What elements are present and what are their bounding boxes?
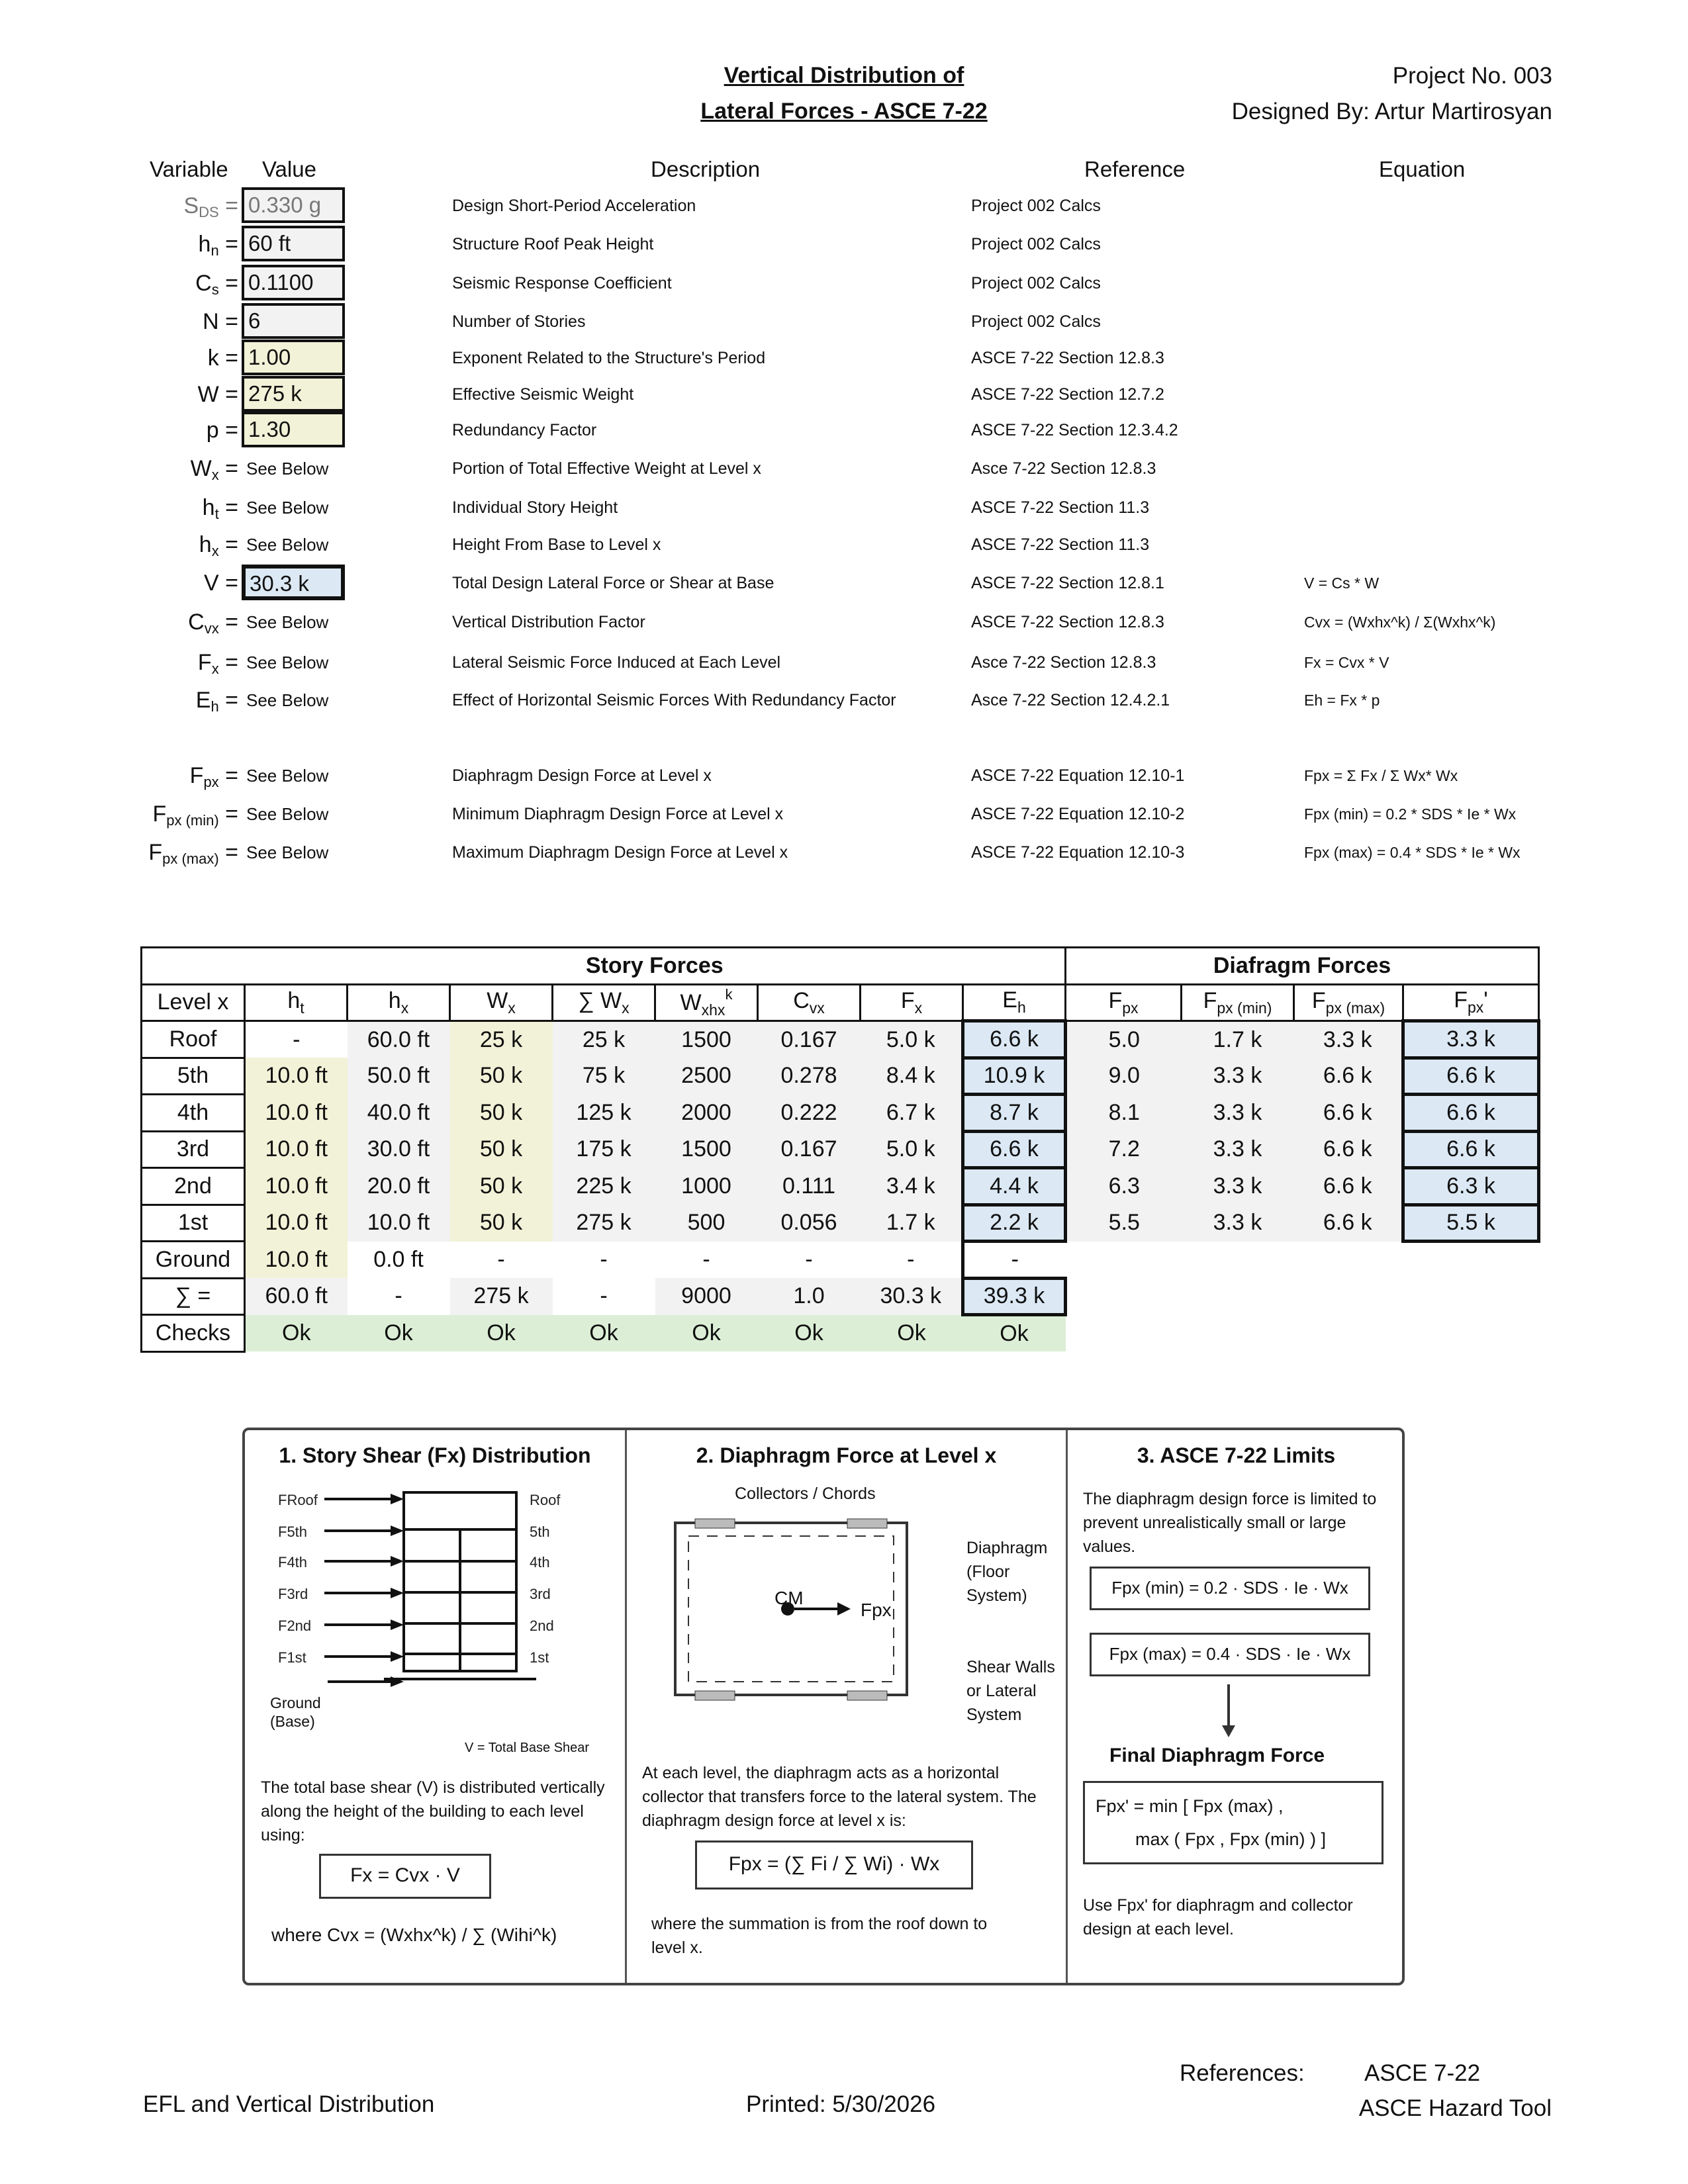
value-see-below: See Below <box>246 498 329 518</box>
variable-reference: ASCE 7-22 Equation 12.10-3 <box>971 843 1185 862</box>
eq-fpx-max: Fpx (max) = 0.4 · SDS · Ie · Wx <box>1090 1633 1370 1676</box>
variable-symbol: W = <box>197 382 238 407</box>
level-cell: 1st <box>142 1205 245 1242</box>
variable-description: Exponent Related to the Structure's Period <box>452 349 766 367</box>
table-cell: Ok <box>450 1315 553 1352</box>
variable-description: Lateral Seismic Force Induced at Each Level <box>452 653 781 672</box>
table-cell: 6.6 k <box>1294 1205 1403 1242</box>
variable-symbol: $F_{px (max)}$ = <box>148 840 238 867</box>
table-cell: 0.222 <box>758 1095 861 1132</box>
variable-reference: Project 002 Calcs <box>971 235 1101 253</box>
table-header-row <box>142 984 1539 1021</box>
story-forces-header: Story Forces <box>245 948 1066 985</box>
table-cell: 6.6 k <box>1403 1131 1539 1168</box>
column-header: $h_t$ <box>245 984 348 1021</box>
table-cell: 10.0 ft <box>245 1131 348 1168</box>
column-header: $W_x$ <box>450 984 553 1021</box>
table-cell: 4.4 k <box>963 1168 1066 1205</box>
explanation-figure <box>242 1428 1405 1985</box>
table-cell: - <box>293 1026 301 1052</box>
value-see-below: See Below <box>246 690 329 710</box>
table-cell: 6.6 k <box>1294 1095 1403 1132</box>
column-header: ∑ $W_x$ <box>553 984 655 1021</box>
table-cell: Ok <box>348 1315 450 1352</box>
panel3-title: 3. ASCE 7-22 Limits <box>1137 1443 1336 1467</box>
table-cell: 6.7 k <box>861 1095 963 1132</box>
col-variable: Variable <box>150 157 228 181</box>
table-cell: 8.7 k <box>963 1095 1066 1132</box>
eq-final-line2: max ( Fpx , Fpx (min) ) ] <box>1135 1829 1327 1849</box>
table-cell: 20.0 ft <box>348 1168 450 1205</box>
value-field[interactable]: 1.30 <box>242 412 345 447</box>
table-cell: 9.0 <box>1066 1058 1182 1095</box>
variable-symbol: p = <box>206 418 238 443</box>
diafragm-forces-header: Diafragm Forces <box>1066 948 1539 985</box>
table-cell: 10.0 ft <box>245 1168 348 1205</box>
table-cell: 5.0 k <box>861 1021 963 1058</box>
variable-row <box>99 757 1595 794</box>
variable-symbol: $h_t$ = <box>202 495 238 522</box>
level-cell: Ground <box>142 1242 245 1279</box>
table-cell: 0.278 <box>758 1058 861 1095</box>
table-cell: 6.6 k <box>963 1131 1066 1168</box>
value-field[interactable]: 30.3 k <box>242 565 345 600</box>
variable-equation: Fpx (max) = 0.4 * SDS * Ie * Wx <box>1304 844 1521 861</box>
variable-reference: ASCE 7-22 Section 12.3.4.2 <box>971 421 1178 439</box>
variable-row <box>99 796 1595 833</box>
table-cell: 1500 <box>655 1131 758 1168</box>
variable-symbol: $h_x$ = <box>199 532 238 559</box>
panel2-title: 2. Diaphragm Force at Level x <box>696 1443 997 1467</box>
variable-row <box>99 340 1595 377</box>
table-cell: 3.3 k <box>1182 1205 1294 1242</box>
value-field[interactable]: 1.00 <box>242 340 345 375</box>
variable-reference: ASCE 7-22 Section 12.7.2 <box>971 385 1164 404</box>
column-header: $E_h$ <box>963 984 1066 1021</box>
table-cell: 9000 <box>655 1278 758 1315</box>
value-see-below: See Below <box>246 653 329 672</box>
variable-row <box>99 834 1595 871</box>
level-label-2nd: 2nd <box>530 1617 554 1634</box>
table-cell: 275 k <box>553 1205 655 1242</box>
table-row <box>142 1242 1539 1279</box>
variable-reference: ASCE 7-22 Section 11.3 <box>971 498 1150 517</box>
table-cell: 1.7 k <box>861 1205 963 1242</box>
table-cell: 10.0 ft <box>245 1095 348 1132</box>
table-cell: 125 k <box>553 1095 655 1132</box>
collectors-label: Collectors / Chords <box>735 1484 876 1503</box>
table-cell: 50 k <box>450 1095 553 1132</box>
column-header: $F_{px}'$ <box>1403 984 1539 1021</box>
table-cell: 5.0 k <box>861 1131 963 1168</box>
table-row <box>142 1131 1539 1168</box>
col-equation: Equation <box>1379 157 1466 181</box>
value-field[interactable]: 275 k <box>242 376 345 412</box>
level-cell: ∑ = <box>142 1278 245 1315</box>
table-cell: 0.056 <box>758 1205 861 1242</box>
forces-table <box>140 946 1540 1353</box>
variable-description: Effect of Horizontal Seismic Forces With Redundancy Factor <box>452 691 896 709</box>
table-cell: 10.0 ft <box>245 1242 348 1279</box>
value-field[interactable]: 60 ft <box>242 226 345 261</box>
table-cell: 50 k <box>450 1168 553 1205</box>
diaphragm-label: Diaphragm (Floor System) <box>966 1539 1048 1605</box>
table-cell: 6.6 k <box>1403 1095 1539 1132</box>
designed-by: Designed By: Artur Martirosyan <box>1231 99 1552 124</box>
table-cell: 3.3 k <box>1182 1131 1294 1168</box>
variable-reference: Project 002 Calcs <box>971 274 1101 293</box>
table-cell: - <box>963 1242 1066 1279</box>
table-cell: 8.1 <box>1066 1095 1182 1132</box>
variable-description: Portion of Total Effective Weight at Level x <box>452 459 761 478</box>
value-see-below: See Below <box>246 766 329 786</box>
variable-row <box>99 565 1595 602</box>
level-cell: Roof <box>142 1021 245 1058</box>
variable-symbol: V = <box>204 570 238 596</box>
table-cell: 3.4 k <box>861 1168 963 1205</box>
project-number: Project No. 003 <box>1392 63 1552 89</box>
table-cell: 3.3 k <box>1182 1095 1294 1132</box>
variable-reference: Project 002 Calcs <box>971 312 1101 331</box>
variable-symbol: $F_{px}$ = <box>189 763 238 790</box>
table-cell: 40.0 ft <box>348 1095 450 1132</box>
variable-row <box>99 187 1595 224</box>
variable-row <box>99 644 1595 681</box>
panel-divider <box>625 1430 627 1983</box>
table-cell: 5.5 k <box>1403 1205 1539 1242</box>
table-cell: 2.2 k <box>963 1205 1066 1242</box>
variable-description: Height From Base to Level x <box>452 535 661 554</box>
reference-2: ASCE Hazard Tool <box>1358 2095 1552 2121</box>
table-cell: 10.9 k <box>963 1058 1066 1095</box>
variable-symbol: $W_x$ = <box>190 456 238 483</box>
column-header: $W_{xhx}^k$ <box>655 984 758 1021</box>
variable-row <box>99 265 1595 302</box>
panel1-title: 1. Story Shear (Fx) Distribution <box>279 1443 591 1467</box>
variable-row <box>99 412 1595 449</box>
variable-equation: Fpx (min) = 0.2 * SDS * Ie * Wx <box>1304 805 1517 823</box>
force-label-4th: F4th <box>278 1554 308 1570</box>
variable-row <box>99 489 1595 526</box>
level-cell: 4th <box>142 1095 245 1132</box>
panel2-note: where the summation is from the roof down to level x. <box>651 1915 988 1957</box>
table-cell: 6.6 k <box>1294 1058 1403 1095</box>
references-label: References: <box>1180 2060 1305 2086</box>
table-cell: 0.167 <box>758 1021 861 1058</box>
level-label-roof: Roof <box>530 1492 561 1508</box>
variable-description: Total Design Lateral Force or Shear at Base <box>452 574 774 592</box>
value-see-below: See Below <box>246 535 329 555</box>
panel3-note: Use Fpx' for diaphragm and collector design at each level. <box>1083 1896 1353 1938</box>
value-field[interactable]: 0.1100 <box>242 265 345 300</box>
level-cell: 3rd <box>142 1131 245 1168</box>
eq-final-line1: Fpx' = min [ Fpx (max) , <box>1096 1796 1284 1816</box>
table-cell: 50 k <box>450 1058 553 1095</box>
printed-date: Printed: 5/30/2026 <box>746 2091 936 2117</box>
table-cell: Ok <box>655 1315 758 1352</box>
table-cell: 25 k <box>553 1021 655 1058</box>
variable-reference: Asce 7-22 Section 12.8.3 <box>971 459 1156 478</box>
variable-row <box>99 526 1595 563</box>
value-see-below: See Below <box>246 459 329 478</box>
table-cell: 3.3 k <box>1403 1021 1539 1058</box>
building-elevation-diagram <box>265 1483 622 1702</box>
table-cell: 6.3 k <box>1403 1168 1539 1205</box>
variable-description: Redundancy Factor <box>452 421 597 439</box>
force-label-5th: F5th <box>278 1524 308 1540</box>
variable-equation: Eh = Fx * p <box>1304 692 1380 709</box>
variable-reference: ASCE 7-22 Equation 12.10-2 <box>971 805 1185 823</box>
table-cell: 50.0 ft <box>348 1058 450 1095</box>
variable-row <box>99 682 1595 719</box>
force-label-3rd: F3rd <box>278 1586 308 1602</box>
variable-symbol: $C_{vx}$ = <box>188 610 238 637</box>
variable-reference: ASCE 7-22 Section 12.8.1 <box>971 574 1164 592</box>
eq-fpx-min: Fpx (min) = 0.2 · SDS · Ie · Wx <box>1090 1567 1370 1610</box>
table-row <box>142 1021 1539 1058</box>
table-cell: 0.167 <box>758 1131 861 1168</box>
table-cell: 1000 <box>655 1168 758 1205</box>
variable-reference: ASCE 7-22 Section 12.8.3 <box>971 613 1164 631</box>
column-header: Level x <box>142 984 245 1021</box>
cm-label: CM <box>774 1588 804 1608</box>
variable-row <box>99 450 1595 487</box>
table-cell: 275 k <box>450 1278 553 1315</box>
table-cell: - <box>395 1283 402 1309</box>
base-shear-label: V = Total Base Shear <box>465 1741 590 1755</box>
table-cell: 6.6 k <box>1294 1168 1403 1205</box>
variable-equation: Fx = Cvx * V <box>1304 654 1389 671</box>
table-cell: - <box>497 1246 505 1272</box>
panel1-text: The total base shear (V) is distributed vertically along the height of the building to each level using: <box>261 1778 605 1844</box>
level-label-3rd: 3rd <box>530 1586 551 1602</box>
table-cell: 5.5 <box>1066 1205 1182 1242</box>
column-header: $F_{px (max)}$ <box>1294 984 1403 1021</box>
table-cell: - <box>702 1246 710 1272</box>
table-row <box>142 1278 1539 1315</box>
level-label-4th: 4th <box>530 1554 550 1570</box>
variable-reference: ASCE 7-22 Section 12.8.3 <box>971 349 1164 367</box>
variable-row <box>99 604 1595 641</box>
level-cell: 2nd <box>142 1168 245 1205</box>
variable-description: Structure Roof Peak Height <box>452 235 654 253</box>
table-row <box>142 1095 1539 1132</box>
level-cell: Checks <box>142 1315 245 1352</box>
variable-row <box>99 303 1595 340</box>
table-cell: 39.3 k <box>963 1278 1066 1315</box>
table-row <box>142 1315 1539 1352</box>
eq-fpx-final <box>1083 1781 1383 1864</box>
table-cell: 8.4 k <box>861 1058 963 1095</box>
down-arrow-icon <box>1227 1684 1230 1727</box>
column-header: $h_x$ <box>348 984 450 1021</box>
variable-description: Maximum Diaphragm Design Force at Level x <box>452 843 788 862</box>
value-see-below: See Below <box>246 612 329 632</box>
table-cell: - <box>805 1246 813 1272</box>
variable-reference: Asce 7-22 Section 12.4.2.1 <box>971 691 1170 709</box>
force-label-2nd: F2nd <box>278 1617 312 1634</box>
table-cell: Ok <box>758 1315 861 1352</box>
eq-cvx: where Cvx = (Wxhx^k) / ∑ (Wihi^k) <box>271 1925 557 1945</box>
table-cell: 0.0 ft <box>373 1246 424 1272</box>
table-cell: 6.3 <box>1066 1168 1182 1205</box>
variable-description: Effective Seismic Weight <box>452 385 634 404</box>
eq-fpx: Fpx = (∑ Fi / ∑ Wi) · Wx <box>695 1841 973 1889</box>
table-cell: 225 k <box>553 1168 655 1205</box>
column-header: $C_{vx}$ <box>758 984 861 1021</box>
table-cell: - <box>600 1283 608 1309</box>
page-title-line2: Lateral Forces - ASCE 7-22 <box>700 99 988 124</box>
table-cell: - <box>600 1246 608 1272</box>
panel2-text: At each level, the diaphragm acts as a horizontal collector that transfers force to the lateral system. The diaphragm design force at level x is: <box>642 1764 1037 1830</box>
table-cell: 5.0 <box>1066 1021 1182 1058</box>
value-see-below: See Below <box>246 842 329 862</box>
variable-description: Design Short-Period Acceleration <box>452 197 696 215</box>
table-cell: 10.0 ft <box>348 1205 450 1242</box>
level-label-5th: 5th <box>530 1524 550 1540</box>
variable-symbol: $S_{DS}$ = <box>183 193 238 220</box>
force-label-1st: F1st <box>278 1649 306 1666</box>
column-header: $F_{px (min)}$ <box>1182 984 1294 1021</box>
fpx-label: Fpx <box>861 1600 892 1620</box>
variable-description: Vertical Distribution Factor <box>452 613 645 631</box>
reference-1: ASCE 7-22 <box>1364 2060 1481 2086</box>
force-label-roof: FRoof <box>278 1492 318 1508</box>
table-row <box>142 1058 1539 1095</box>
table-cell: 2000 <box>655 1095 758 1132</box>
col-reference: Reference <box>1084 157 1186 181</box>
table-cell: 175 k <box>553 1131 655 1168</box>
column-header: $F_{px}$ <box>1066 984 1182 1021</box>
variable-equation: V = Cs * W <box>1304 574 1380 592</box>
variable-reference: ASCE 7-22 Section 11.3 <box>971 535 1150 554</box>
variable-symbol: $h_n$ = <box>198 232 238 259</box>
table-cell: 3.3 k <box>1182 1058 1294 1095</box>
page-title-line1: Vertical Distribution of <box>724 63 964 88</box>
table-cell: 6.6 k <box>1294 1131 1403 1168</box>
table-cell: - <box>907 1246 915 1272</box>
table-cell: 50 k <box>450 1205 553 1242</box>
variable-equation: Fpx = Σ Fx / Σ Wx* Wx <box>1304 767 1458 784</box>
table-cell: 0.111 <box>758 1168 861 1205</box>
eq-fx: Fx = Cvx · V <box>319 1854 491 1899</box>
table-cell: 60.0 ft <box>348 1021 450 1058</box>
variable-symbol: $C_s$ = <box>195 271 238 298</box>
variable-row <box>99 376 1595 413</box>
down-arrow-head <box>1222 1725 1235 1737</box>
variable-row <box>99 226 1595 263</box>
table-cell: 10.0 ft <box>245 1058 348 1095</box>
variable-reference: ASCE 7-22 Equation 12.10-1 <box>971 766 1185 785</box>
table-cell: 3.3 k <box>1182 1168 1294 1205</box>
variable-description: Number of Stories <box>452 312 586 331</box>
variable-equation: Cvx = (Wxhx^k) / Σ(Wxhx^k) <box>1304 614 1496 631</box>
table-cell: 1500 <box>655 1021 758 1058</box>
table-cell: 1.0 <box>758 1278 861 1315</box>
table-cell: Ok <box>245 1315 348 1352</box>
col-description: Description <box>651 157 761 181</box>
table-body <box>142 1021 1539 1352</box>
value-field[interactable]: 0.330 g <box>242 187 345 223</box>
table-cell: 30.3 k <box>861 1278 963 1315</box>
variable-symbol: $F_x$ = <box>197 650 238 677</box>
value-see-below: See Below <box>246 804 329 824</box>
table-cell: 1.7 k <box>1182 1021 1294 1058</box>
table-cell: 60.0 ft <box>245 1278 348 1315</box>
ground-label: Ground (Base) <box>270 1694 321 1730</box>
final-force-label: Final Diaphragm Force <box>1109 1745 1325 1766</box>
table-row <box>142 1205 1539 1242</box>
table-cell: 25 k <box>450 1021 553 1058</box>
variable-symbol: $F_{px (min)}$ = <box>152 801 238 829</box>
sheet-name: EFL and Vertical Distribution <box>143 2091 435 2117</box>
variable-description: Seismic Response Coefficient <box>452 274 672 293</box>
table-cell: 3.3 k <box>1294 1021 1403 1058</box>
arrows-and-frame <box>324 1492 536 1682</box>
table-cell: 6.6 k <box>963 1021 1066 1058</box>
col-value: Value <box>262 157 316 181</box>
variable-description: Individual Story Height <box>452 498 618 517</box>
table-row <box>142 1168 1539 1205</box>
table-cell: Ok <box>553 1315 655 1352</box>
variable-symbol: k = <box>207 345 238 371</box>
panel3-text: The diaphragm design force is limited to prevent unrealistically small or large values. <box>1083 1490 1377 1556</box>
table-cell: 10.0 ft <box>245 1205 348 1242</box>
table-cell: Ok <box>861 1315 963 1352</box>
table-cell: 50 k <box>450 1131 553 1168</box>
shear-walls-label: Shear Walls or Lateral System <box>966 1658 1055 1724</box>
variable-description: Diaphragm Design Force at Level x <box>452 766 712 785</box>
table-cell: 500 <box>655 1205 758 1242</box>
variable-reference: Asce 7-22 Section 12.8.3 <box>971 653 1156 672</box>
panel-divider <box>1066 1430 1068 1983</box>
table-cell: 7.2 <box>1066 1131 1182 1168</box>
column-header: $F_x$ <box>861 984 963 1021</box>
table-cell: 6.6 k <box>1403 1058 1539 1095</box>
variable-reference: Project 002 Calcs <box>971 197 1101 215</box>
level-cell: 5th <box>142 1058 245 1095</box>
table-cell: 30.0 ft <box>348 1131 450 1168</box>
variable-symbol: $E_h$ = <box>195 688 238 715</box>
variable-symbol: N = <box>203 309 238 334</box>
level-label-1st: 1st <box>530 1649 549 1666</box>
table-cell: 2500 <box>655 1058 758 1095</box>
table-cell: Ok <box>963 1315 1066 1352</box>
table-cell: 75 k <box>553 1058 655 1095</box>
value-field[interactable]: 6 <box>242 303 345 339</box>
variable-description: Minimum Diaphragm Design Force at Level x <box>452 805 784 823</box>
